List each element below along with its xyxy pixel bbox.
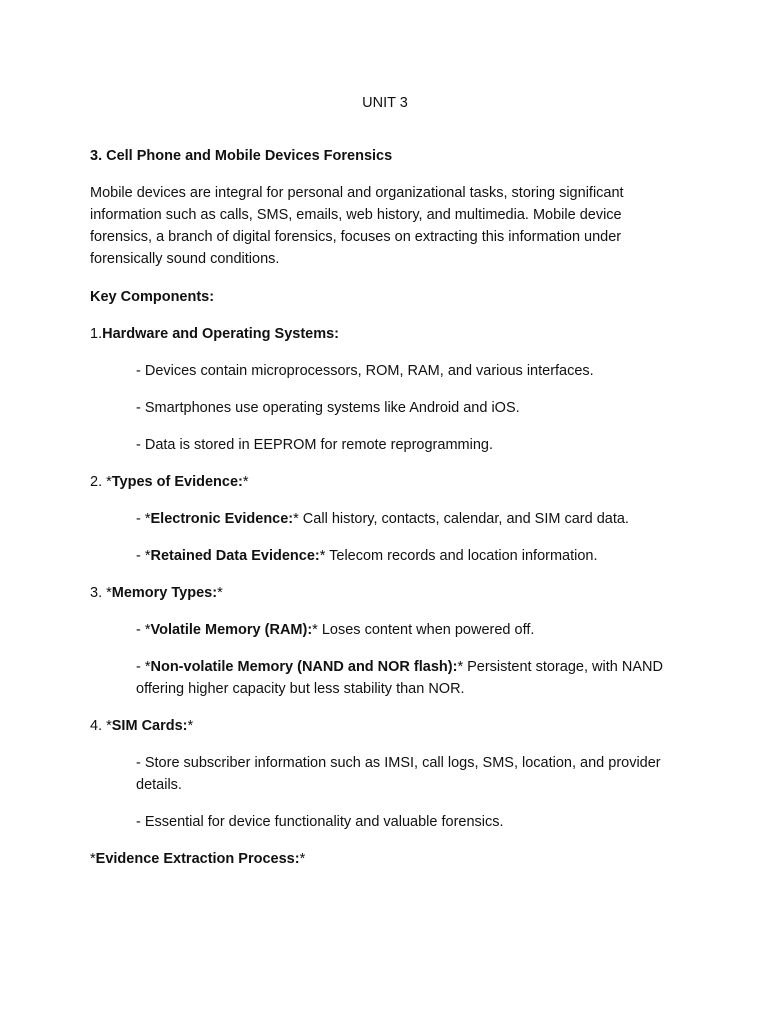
heading-suffix: * <box>299 851 306 867</box>
item-suffix: * <box>187 718 194 734</box>
item-suffix: * <box>242 474 249 490</box>
list-item <box>136 656 680 700</box>
item-heading-label: SIM Cards: <box>111 718 188 734</box>
heading-prefix: * <box>90 851 96 867</box>
list-item <box>136 508 680 530</box>
item-sim-cards-heading <box>90 715 680 737</box>
list-item-text: * Telecom records and location information. <box>319 548 598 564</box>
intro-paragraph: Mobile devices are integral for personal and organizational tasks, storing significant information such as calls, SMS, emails, web history, and multimedia. Mobile device forensics, a branch of digital forensics, focuses on extracting this information under forensically sound conditions. <box>90 185 624 267</box>
list-item-term: Volatile Memory (RAM): <box>150 622 313 638</box>
item-number: 2. * <box>90 474 112 490</box>
list-item-prefix: - * <box>136 511 151 527</box>
item-heading-label: Hardware and Operating Systems: <box>102 326 340 342</box>
item-suffix: * <box>217 585 223 601</box>
list-item: - Devices contain microprocessors, ROM, RAM, and various interfaces. <box>136 363 594 379</box>
key-components-heading <box>90 286 680 308</box>
list-item-term: Non-volatile Memory (NAND and NOR flash): <box>150 659 458 675</box>
section-title: 3. Cell Phone and Mobile Devices Forensics <box>90 148 393 164</box>
list-item: - Essential for device functionality and valuable forensics. <box>136 814 504 830</box>
list-item-prefix: - * <box>136 622 151 638</box>
item-memory-types-heading <box>90 582 680 604</box>
list-item-text: * Call history, contacts, calendar, and SIM card data. <box>293 511 629 527</box>
list-item-prefix: - * <box>136 548 151 564</box>
unit-title: UNIT 3 <box>362 95 408 111</box>
item-number: 4. * <box>90 718 112 734</box>
list-item: - Data is stored in EEPROM for remote reprogramming. <box>136 437 493 453</box>
list-item-term: Retained Data Evidence: <box>150 548 320 564</box>
item-evidence-types-heading <box>90 471 680 493</box>
document-page <box>90 92 680 885</box>
evidence-extraction-label: Evidence Extraction Process: <box>95 851 300 867</box>
item-heading-label: Memory Types: <box>111 585 218 601</box>
list-item-term: Electronic Evidence: <box>150 511 294 527</box>
list-item-text: * Persistent storage, with NAND offering higher capacity but less stability than NOR. <box>136 659 663 697</box>
item-number: 1. <box>90 326 103 342</box>
list-item <box>136 619 680 641</box>
key-components-label: Key Components: <box>90 289 215 305</box>
list-item-text: * Loses content when powered off. <box>312 622 535 638</box>
item-hardware-heading <box>90 323 680 345</box>
evidence-extraction-heading <box>90 848 680 870</box>
list-item-prefix: - * <box>136 659 151 675</box>
list-item: - Smartphones use operating systems like Android and iOS. <box>136 400 520 416</box>
list-item <box>136 545 680 567</box>
item-number: 3. * <box>90 585 112 601</box>
list-item: - Store subscriber information such as IMSI, call logs, SMS, location, and provider details. <box>136 755 661 793</box>
item-heading-label: Types of Evidence: <box>111 474 243 490</box>
